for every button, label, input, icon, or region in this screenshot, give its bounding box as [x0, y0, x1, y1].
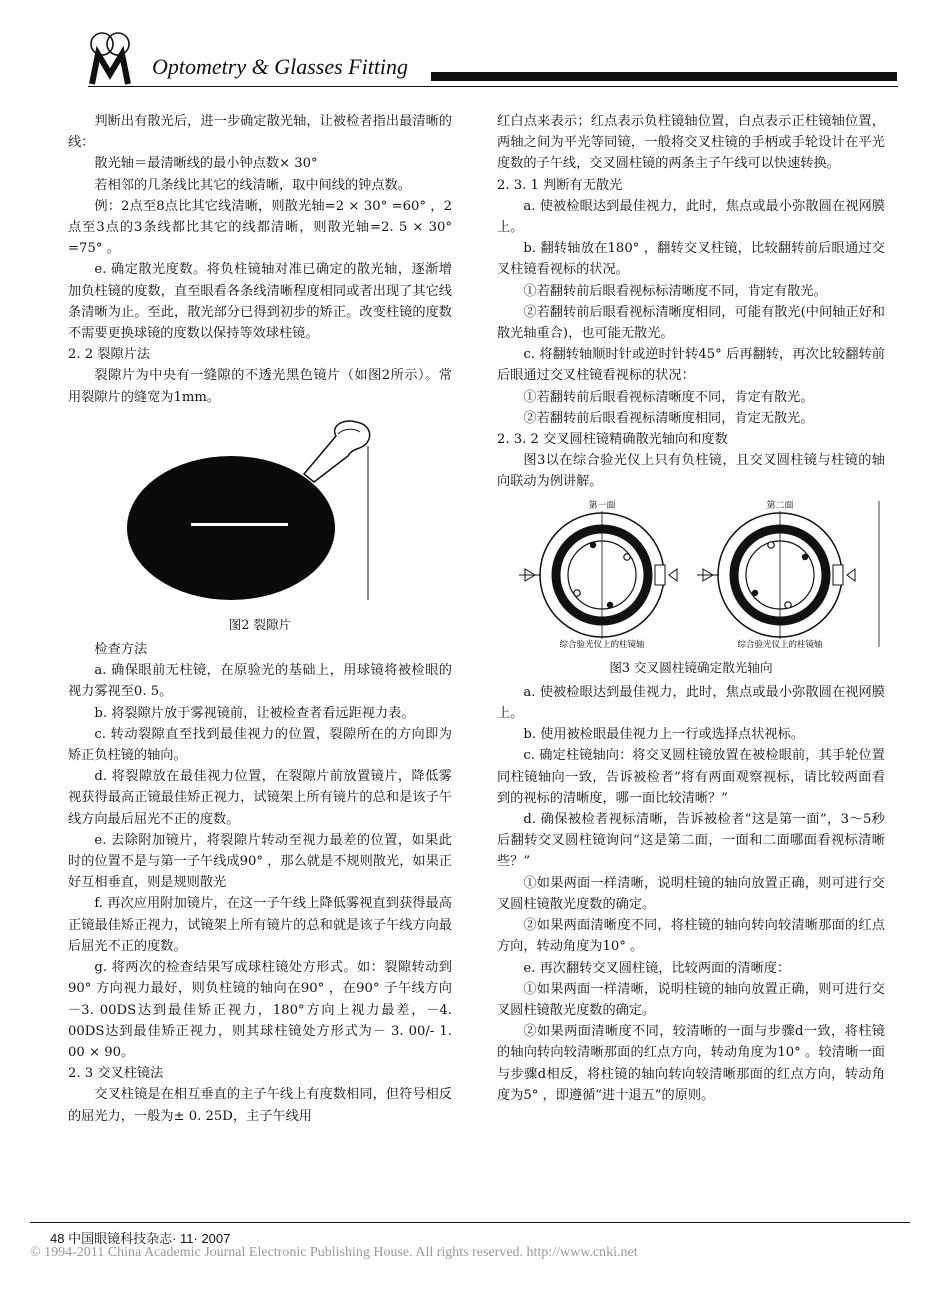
- cross-cylinder-side-2: [697, 511, 855, 639]
- paragraph: 图3以在综合验光仪上只有负柱镜，且交叉圆柱镜与柱镜的轴向联动为例讲解。: [497, 453, 885, 490]
- paragraph: c. 转动裂隙直至找到最佳视力的位置，裂隙所在的方向即为矫正负柱镜的轴向。: [68, 726, 452, 764]
- paragraph: 裂隙片为中央有一缝隙的不透光黑色镜片（如图2所示）。常用裂隙片的缝宽为1mm。: [68, 368, 452, 405]
- header-bar: [431, 72, 897, 81]
- paragraph: d. 将裂隙放在最佳视力位置，在裂隙片前放置镜片，降低雾视获得最高正镜最佳矫正视力，试镜架上所有镜片的总和是该子午线方向最后屈光不正的度数。: [68, 769, 452, 827]
- paragraph: 交叉柱镜是在相互垂直的主子午线上有度数相同，但符号相反的屈光力，一般为± 0. 25D，主子午线用: [68, 1087, 452, 1124]
- footer-rule: [30, 1222, 910, 1223]
- paragraph: ②若翻转前后眼看视标清晰度相同，可能有散光(中间轴正好和散光轴重合)，也可能无散光。: [497, 304, 885, 342]
- page-header: [88, 28, 898, 92]
- paragraph: ①若翻转前后眼看视标标清晰度不同，肯定有散光。: [523, 283, 827, 299]
- copyright-line: © 1994-2011 China Academic Journal Electronic Publishing House. All rights reserved. http://www.cnki.net: [30, 1245, 638, 1260]
- figure-3-label-second-side: 第二面: [766, 500, 794, 511]
- paragraph: 2. 3. 2 交叉圆柱镜精确散光轴向和度数: [497, 432, 728, 448]
- paragraph: e. 去除附加镜片，将裂隙片转动至视力最差的位置，如果此时的位置不是与第一子午线成90° ，那么就是不规则散光，如果正好互相垂直，则是规则散光: [68, 832, 452, 891]
- paragraph: 例：2点至8点比其它线清晰，则散光轴=2 × 30° =60° ，2点至3点的3条线都比其它的线都清晰，则散光轴=2. 5 × 30° =75° 。: [68, 198, 452, 257]
- right-column-text: [497, 111, 885, 493]
- journal-logo-icon: [88, 30, 146, 88]
- paragraph: e. 确定散光度数。将负柱镜轴对准已确定的散光轴，逐渐增加负柱镜的度数，直至眼看各条线清晰程度相同或者出现了其它线条清晰为止。至此，散光部分已得到初步的矫正。改变柱镜的度数不需要更换球镜的度数以保持等效球柱镜。: [68, 262, 452, 342]
- paragraph: 若相邻的几条线比其它的线清晰，取中间线的钟点数。: [94, 177, 411, 193]
- paragraph: ②若翻转前后眼看视标清晰度相同，肯定无散光。: [523, 410, 814, 426]
- paragraph: e. 再次翻转交叉圆柱镜，比较两面的清晰度：: [523, 960, 791, 976]
- cross-cylinder-figure: [497, 497, 885, 651]
- paragraph: a. 使被检眼达到最佳视力，此时，焦点或最小弥散圆在视网膜上。: [497, 684, 885, 722]
- paragraph: a. 使被检眼达到最佳视力，此时，焦点或最小弥散圆在视网膜上。: [497, 198, 885, 236]
- figure-3: [497, 497, 885, 678]
- figure-2-caption: 图2 裂隙片: [228, 617, 292, 633]
- paragraph: b. 将裂隙片放于雾视镜前，让被检查者看远距视力表。: [94, 705, 415, 721]
- paragraph: g. 将两次的检查结果写成球柱镜处方形式。如：裂隙转动到90° 方向视力最好，则负柱镜的轴向在90° ，在90° 子午线方向－3. 00DS达到最佳矫正视力，180°方向上视力最差，－4. 00DS达到最佳矫正视力，则其球柱镜处方形式为－ 3. 00/- 1. 00 × 90。: [68, 960, 452, 1060]
- cross-cylinder-side-1: [519, 511, 677, 639]
- paragraph: ②如果两面清晰度不同，较清晰的一面与步骤d一致，将柱镜的轴向转向较清晰那面的红点方向，转动角度为10° 。较清晰一面与步骤d相反，将柱镜的轴向转向较清晰那面的红点方向，转动角度为5° ，即遵循“进十退五”的原则。: [497, 1024, 885, 1103]
- left-column: [68, 111, 452, 1127]
- paragraph: ①若翻转前后眼看视标清晰度不同，肯定有散光。: [523, 389, 814, 405]
- paragraph: ①如果两面一样清晰，说明柱镜的轴向放置正确，则可进行交叉圆柱镜散光度数的确定。: [497, 981, 885, 1018]
- paragraph: 红白点来表示；红点表示负柱镜轴位置，白点表示正柱镜轴位置，两轴之间为平光等同镜，一般将交叉柱镜的手柄或手轮设计在平光度数的子午线，交叉圆柱镜的两条主子午线可以快速转换。: [497, 114, 885, 172]
- left-column-text-continued: [68, 639, 452, 1127]
- paragraph: 检查方法: [94, 642, 148, 658]
- paragraph: f. 再次应用附加镜片，在这一子午线上降低雾视直到获得最高正镜最佳矫正视力，试镜架上所有镜片的总和就是该子午线方向最后屈光不正的度数。: [68, 896, 452, 954]
- figure-2: [68, 416, 452, 635]
- right-column-text-continued: [497, 682, 885, 1106]
- paragraph: 判断出有散光后，进一步确定散光轴，让被检者指出最清晰的线：: [68, 114, 452, 151]
- left-column-text: [68, 111, 452, 408]
- figure-3-label-axis-left: 综合验光仪上的柱镜轴: [559, 639, 645, 650]
- slit-lens-figure: [68, 416, 452, 608]
- paragraph: c. 将翻转轴顺时针或逆时针转45° 后再翻转，再次比较翻转前后眼通过交叉柱镜看视标的状况：: [497, 347, 885, 384]
- paragraph: 2. 3. 1 判断有无散光: [497, 177, 623, 193]
- journal-section-title: Optometry & Glasses Fitting: [152, 54, 409, 79]
- paragraph: b. 使用被检眼最佳视力上一行或选择点状视标。: [523, 727, 804, 743]
- paragraph: b. 翻转轴放在180° ，翻转交叉柱镜，比较翻转前后眼通过交叉柱镜看视标的状况。: [497, 241, 885, 278]
- paragraph: ①如果两面一样清晰，说明柱镜的轴向放置正确，则可进行交叉圆柱镜散光度数的确定。: [497, 875, 885, 912]
- paragraph: ②如果两面清晰度不同，将柱镜的轴向转向较清晰那面的红点方向，转动角度为10° 。: [497, 918, 885, 955]
- paragraph: a. 确保眼前无柱镜，在原验光的基础上，用球镜将被检眼的视力雾视至0. 5。: [68, 663, 452, 700]
- figure-3-label-axis-right: 综合验光仪上的柱镜轴: [737, 639, 823, 650]
- paragraph: 2. 3 交叉柱镜法: [68, 1066, 164, 1082]
- paragraph: 散光轴＝最清晰线的最小钟点数× 30°: [94, 156, 318, 172]
- figure-3-caption: 图3 交叉圆柱镜确定散光轴向: [609, 659, 773, 675]
- header-rule: [88, 86, 898, 87]
- paragraph: c. 确定柱镜轴向：将交叉圆柱镜放置在被检眼前，其手轮位置同柱镜轴向一致，告诉被检者“将有两面观察视标，请比较两面看到的视标的清晰度，哪一面比较清晰？”: [497, 748, 885, 806]
- footer-page-info: 48 中国眼镜科技杂志· 11· 2007: [50, 1231, 231, 1246]
- paragraph: d. 确保被检者视标清晰，告诉被检者“这是第一面”，3～5秒后翻转交叉圆柱镜询问“这是第二面，一面和二面哪面看视标清晰些？”: [497, 812, 885, 870]
- right-column: [497, 111, 885, 1106]
- paragraph: 2. 2 裂隙片法: [68, 347, 151, 363]
- figure-3-label-first-side: 第一面: [588, 500, 616, 511]
